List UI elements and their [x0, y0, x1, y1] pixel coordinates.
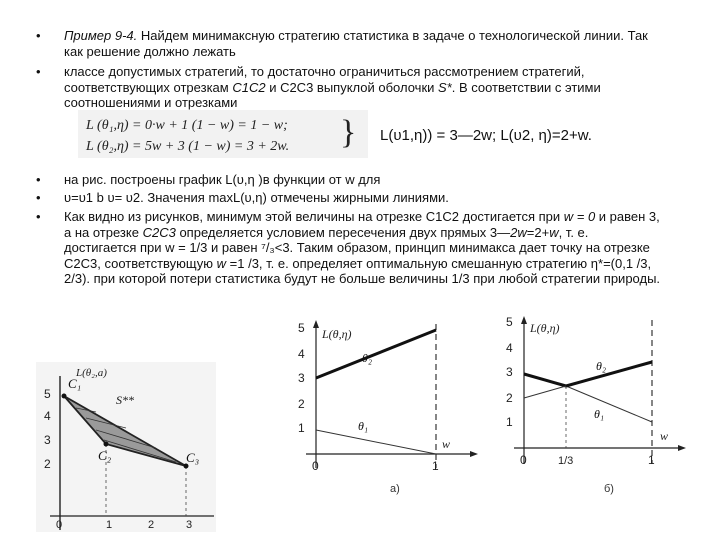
formula-line-2: L (θ₂,η) = 5w + 3 (1 − w) = 3 + 2w. [86, 139, 290, 154]
formula-result-text: L(υ1,η)) = 3—2w; L(υ2, η)=2+w. [380, 127, 592, 144]
formula-line-1: L (θ₁,η) = 0·w + 1 (1 − w) = 1 − w; [86, 118, 288, 133]
italic-term: С2С3 [142, 224, 176, 240]
ytick: 4 [298, 347, 305, 361]
bullet: • [36, 190, 41, 205]
caption-b: б) [604, 483, 614, 495]
set-label: S** [116, 393, 134, 407]
hull-title: L(θ₂,a) [76, 367, 107, 379]
italic-term: w [216, 255, 227, 271]
paragraph-text: определяется условием пересечения двух прямых 3— [175, 224, 511, 240]
bullet: • [36, 64, 41, 79]
caption-a: а) [390, 483, 400, 495]
example-label: Пример 9-4. [64, 28, 138, 43]
paragraph-graph [64, 172, 664, 188]
xtick: 1 [648, 453, 655, 467]
point-c3-label: C₃ [186, 450, 200, 465]
paragraph-text: и равен 3, а на отрезке [64, 209, 660, 240]
point-c1-label: C₁ [68, 376, 82, 391]
line-theta1-bold [524, 374, 566, 386]
xtick: 0 [56, 519, 63, 531]
line-upper-label: θ₂ [362, 351, 373, 365]
bullet: • [36, 28, 41, 43]
line-lower-label: θ₁ [358, 419, 369, 433]
figure-hull [36, 362, 216, 532]
line-upper-label: θ₂ [596, 359, 607, 373]
formula-result [380, 127, 592, 144]
ytick: 1 [298, 421, 305, 435]
paragraph-conclusion [64, 209, 664, 287]
ytick: 4 [44, 409, 51, 423]
xtick: 0 [520, 453, 527, 467]
figure-a [292, 318, 482, 498]
paragraph-text: Как видно из рисунков, минимум этой величины на отрезке С1С2 достигается при [64, 209, 564, 224]
ytick: 5 [44, 387, 51, 401]
line-theta1 [566, 386, 652, 422]
paragraph-text: =1 /3, т. е. определяет оптимальную смешанную стратегию η*=(0,1 /3, 2/3). при которой потери статистика будут не больше величины 1/3 при любой стратегии природы. [64, 255, 661, 286]
xlabel: w [442, 437, 451, 451]
ytick: 2 [298, 397, 305, 411]
xtick: 1/3 [558, 455, 574, 467]
chart-b-title: L(θ,η) [530, 321, 560, 335]
paragraph-text: υ=υ1 b υ= υ2. Значения maxL(υ,η) отмечены жирными линиями. [64, 190, 449, 205]
ytick: 2 [506, 391, 513, 405]
paragraph-text: на рис. построены график L(υ,η )в функции от w для [64, 172, 381, 187]
bullet: • [36, 209, 41, 224]
italic-term: w = 0 [563, 209, 596, 224]
line-lower-label: θ₁ [594, 407, 605, 421]
xtick: 1 [106, 519, 113, 531]
chart-a-title: L(θ,η) [322, 327, 352, 341]
ytick: 1 [506, 415, 513, 429]
brace-icon: } [340, 114, 357, 151]
paragraph-values [64, 190, 664, 206]
ytick: 3 [298, 371, 305, 385]
xtick: 0 [312, 459, 319, 473]
paragraph-text: Найдем минимаксную стратегию статистика в задаче о технологической линии. Так как решение должно лежать [64, 28, 648, 59]
line-theta2 [524, 386, 566, 398]
italic-term: 2w [510, 224, 527, 240]
point-c2-label: C₂ [98, 448, 112, 463]
ytick: 3 [506, 365, 513, 379]
figure-b [500, 314, 690, 498]
paragraph-text: , т. е. достигается при w = 1/3 и равен ⁷/₃<3. Таким образом, принцип минимакса дает точку на отрезке С2С3, соответствующую [64, 224, 650, 271]
paragraph-text: . В соответствии с этими соотношениями и отрезками [64, 79, 601, 110]
bullet: • [36, 172, 41, 187]
ytick: 2 [44, 457, 51, 471]
italic-term: w [549, 224, 559, 240]
xtick: 3 [186, 519, 193, 531]
paragraph-strategies [64, 64, 664, 111]
line-theta2-bold [566, 362, 652, 386]
paragraph-example [64, 28, 664, 59]
xlabel: w [660, 429, 669, 443]
formula-image [78, 110, 368, 158]
ytick: 5 [298, 321, 305, 335]
line-theta1 [316, 430, 436, 454]
ytick: 4 [506, 341, 513, 355]
xtick: 2 [148, 519, 155, 531]
paragraph-text: =2+ [526, 224, 550, 240]
paragraph-text: классе допустимых стратегий, то достаточно ограничиться рассмотрением стратегий, соответствующих отрезкам [64, 64, 585, 95]
segment-label: С1С2 [232, 79, 266, 95]
ytick: 3 [44, 433, 51, 447]
ytick: 5 [506, 315, 513, 329]
xtick: 1 [432, 459, 439, 473]
paragraph-text: и С2С3 выпуклой оболочки [265, 79, 438, 95]
hull-label: S* [438, 79, 452, 95]
